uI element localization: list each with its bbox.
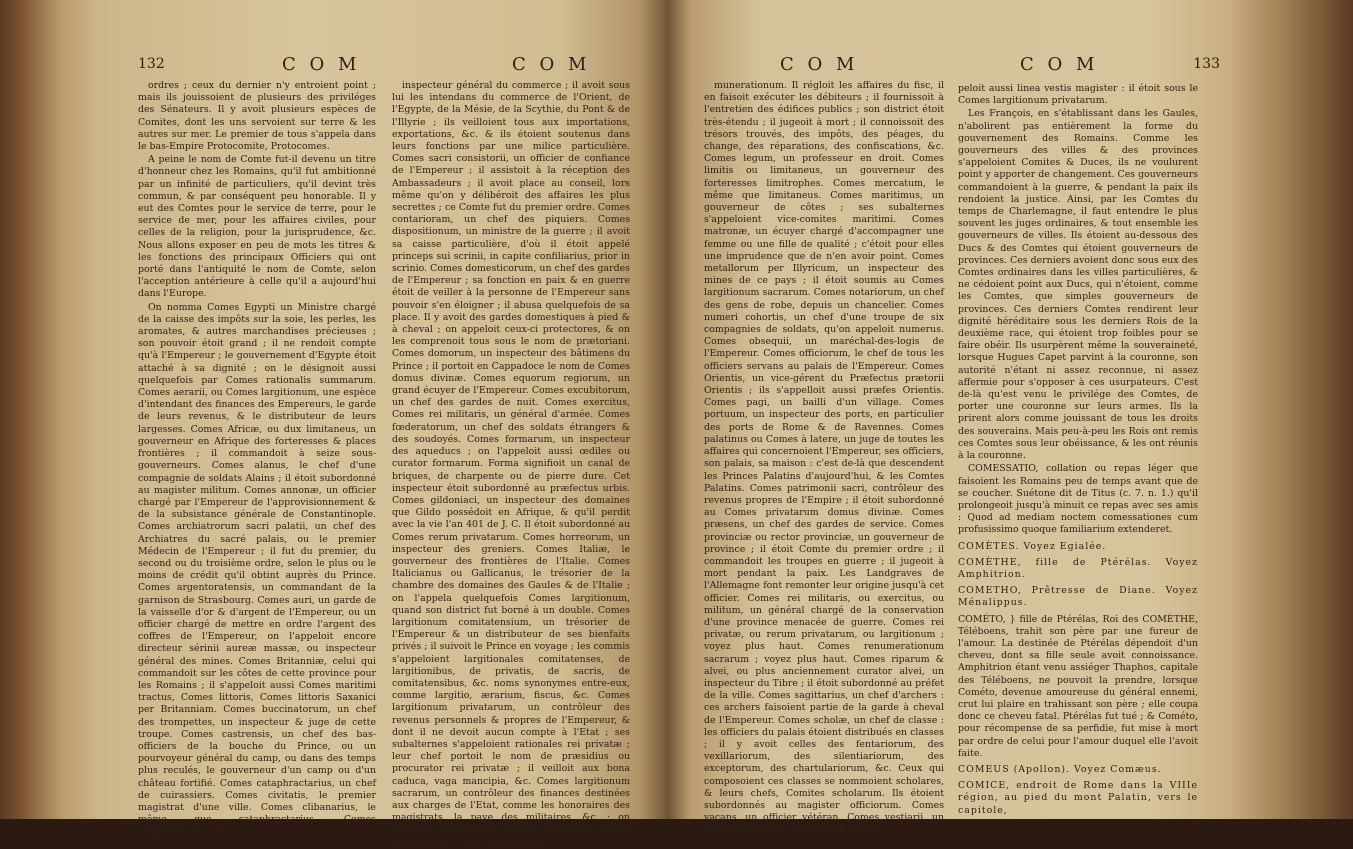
head-word-right-col1: C O M [780, 54, 859, 75]
entry-cometes: COMÈTES. Voyez Egialée. [958, 540, 1107, 552]
paragraph: On nomma Comes Egypti un Ministre chargé de la caisse des impôts sur la soie, les perles, les aromates, & autres marchandises précieuses ; son pouvoir étoit grand ; il ne rendoit compte qu'à l'Empereur ; le gouvernement d'Egypte étoit attaché à sa dignité ; on le désignoit aussi quelquefois par Comes rationalis summarum. Comes aerarii, ou Comes largitionum, une espèce d'intendant des finances des Empereurs, le garde de leurs revenus, & le distributeur de leurs largesses. Comes Africæ, ou dux limitaneus, un gouverneur en Afrique des forteresses & places frontières ; il commandoit à seize sous-gouverneurs. Comes alanus, le chef d'une compagnie de soldats Alains ; il étoit subordonné au magister militum. Comes annonæ, un officier chargé par l'Empereur de l'approvisionnement & de la subsistance générale de Constantinople. Comes archiatrorum sacri palatii, un chef des Archiatres du sacré palais, ou le premier Médecin de l'Empereur ; il fut du premier, du second ou du troisième ordre, selon le plus ou le moins de crédit qu'il obtint auprès du Prince. Comes argentoratensis, un commandant de la garnison de Strasbourg. Comes auri, un garde de la vaisselle d'or & d'argent de l'Empereur, ou un officier chargé de mettre en ordre l'argent des coffres de l'Empereur, on l'appeloit encore directeur sérinii aureæ massæ, ou inspecteur général des mines. Comes Britanniæ, celui qui commandoit sur les côtes de cette province pour les Romains ; il s'appeloit aussi Comes maritimi tractus, Comes littoris, Comes littoris Saxanici per Britanniam. Comes buccinatorum, un chef des trompettes, un inspecteur & juge de cette troupe. Comes castrensis, un chef des bas-officiers de la bouche du Prince, ou un pourvoyeur général du camp, ou dans des temps plus reculés, le gouverneur d'un camp ou d'un château fortifié. Comes cataphractarius, un chef de cuirassiers. Comes civitatis, le premier magistrat d'une ville. Comes clibanarius, le même que cataphractarius. Comes commerciorum, un [138, 301, 376, 838]
right-page [690, 0, 1250, 836]
paragraph: peloit aussi linea vestis magister : il étoit sous le Comes largitionum privatarum. [958, 83, 1198, 107]
entry-cometo: COMÉTO, } fille de Ptérélas, Roi des COMÈTHE, Téléboens, trahit son père par une fureur de l'amour. La destinée de Ptérélas dépendoit d'un cheveu, dont sa fille seule avoit connoissance. Amphitrion étant venu assiéger Thaphos, capitale des Téléboens, ne pouvoit la prendre, lorsque Cométo, devenue amoureuse du général ennemi, crut lui plaire en trahissant son père ; elle coupa donc ce cheveu fatal. Ptérélas fut tué ; & Cométo, pour récompense de sa perfidie, fut mise à mort par ordre de celui pour l'amour duquel elle l'avoit faite. [958, 613, 1198, 759]
right-column-1 [704, 80, 944, 836]
page-number-left: 132 [138, 56, 165, 72]
paragraph: munerationum. Il régloit les affaires du fisc, il en faisoit exécuter les débiteurs ; il fournissoit à l'entretien des édifices publics ; son district étoit très-étendu ; il jugeoit à mort ; il connoissoit des trésors trouvés, des impôts, des péages, du change, des réparations, des confiscations, &c. Comes legum, un professeur en droit. Comes limitis ou limitaneus, un gouverneur des forteresses limitrophes. Comes mercatum, le même que limitaneus. Comes maritimus, un gouverneur de côtes ; ses subalternes s'appeloient vice-comites maritimi. Comes matronæ, un écuyer chargé d'accompagner une femme ou une fille de qualité ; c'étoit pour elles une imprudence que de n'en avoir point. Comes metallorum per Illyricum, un inspecteur des mines de ce pays ; il étoit soumis au Comes largitionum sacrarum. Comes notariorum, un chef des gens de robe, depuis un chancelier. Comes numeri cohortis, un chef d'une troupe de six compagnies de soldats, qu'on appeloit numerus. Comes obsequii, un maréchal-des-logis de l'Empereur. Comes officiorum, le chef de tous les officiers servans au palais de l'Empereur. Comes Orientis, un vice-gérent du Præfectus prætorii Orientis ; ils s'appelloit aussi præfes Orientis. Comes pagi, un bailli d'un village. Comes portuum, un inspecteur des ports, en particulier des ports de Rome & de Ravennes. Comes palatinus ou Comes à latere, un juge de toutes les affaires qui concernoient l'Empereur, ses officiers, son palais, sa maison : c'est de-là que descendent les Princes Palatins d'aujourd'hui, & les Comtes Palatins. Comes patrimonii sacri, contrôleur des revenus propres de l'Empire ; il étoit subordonné au Comes privatarum domus divinæ. Comes præsens, un chef des gardes de service. Comes provinciæ ou rector provinciæ, un gouverneur de province ; il étoit Comte du premier ordre ; il commandoit les troupes en guerre ; il jugeoit à mort pendant la paix. Les Landgraves de l'Allemagne font remonter leur origine jusqu'à cet officier. Comes rei militaris, ou exercitus, ou militum, un général chargé de la conservation d'une province menacée de guerre. Comes rei privatæ, ou rerum privatarum, ou largitionum ; voyez plus haut. Comes renumerationum sacrarum ; voyez plus haut. Comes riparum & alvei, ou plus anciennement curator alvei, un inspecteur du Tibre ; il étoit subordonné au préfet de la ville. Comes sagittarius, un chef d'archers : ces archers faisoient partie de la garde à cheval de l'Empereur. Comes scholæ, un chef de classe : les officiers du palais étoient distribués en classes ; il y avoit celles des fentariorum, des vexillariorum, des silentiariorum, des exceptorum, des chartulariorum, &c. Ceux qui composoient ces classes se nommoient scholares, & leurs chefs, Comites scholarum. Ils étoient subordonnés au magister officiorum. Comes vacans, un officier vétéran. Comes vestiarii, un garde du linge de l'Empereur ; il s'ap- [704, 80, 944, 836]
running-head-left [92, 56, 652, 78]
entry-comessatio: COMESSATIO, collation ou repas léger que faisoient les Romains peu de temps avant que de se coucher. Suétone dit de Titus (c. 7. n. 1.) qu'il prolongeoit jusqu'à minuit ce repas avec ses amis : Quod ad mediam noctem comessationes cum profusissimo quoque familiarium extenderet. [958, 463, 1198, 536]
page-number-right: 133 [1193, 56, 1220, 72]
entry-comice: COMICE, endroit de Rome dans la VIIIe région, au pied du mont Palatin, vers le capitole, [958, 780, 1198, 816]
entry-cometho: COMETHO, Prêtresse de Diane. Voyez Ménalippus. [958, 585, 1198, 609]
running-head-right [690, 56, 1250, 78]
head-word-left-col2: C O M [512, 54, 591, 75]
paragraph: A peine le nom de Comte fut-il devenu un titre d'honneur chez les Romains, qu'il fut ambitionné par un infinité de particuliers, qu'il devint très commun, & par conséquent peu honorable. Il y eut des Comtes pour le service de terre, pour le service de mer, pour les affaires civiles, pour celles de la religion, pour la jurisprudence, &c. Nous allons exposer en peu de mots les titres & les fonctions des principaux Officiers qui ont porté dans l'antiquité le nom de Comte, selon l'acception antérieure à celle qu'il a aujourd'hui dans l'Europe. [138, 154, 376, 300]
head-word-left-col1: C O M [282, 54, 361, 75]
entry-comeus: COMEUS (Apollon). Voyez Comæus. [958, 763, 1162, 775]
paragraph: ordres ; ceux du dernier n'y entroient point ; mais ils jouissoient de plusieurs des priviléges des Sénateurs. Il y avoit plusieurs espèces de Comites, dont les uns servoient sur terre & les autres sur mer. Le premier de tous s'appela dans le bas-Empire Protocomite, Protocomes. [138, 80, 376, 153]
paragraph: Les François, en s'établissant dans les Gaules, n'abolirent pas entièrement la forme du gouvernement des Romains. Comme les gouverneurs des villes & des provinces s'appeloient Comites & Duces, ils ne voulurent point y apporter de changement. Ces gouverneurs commandoient à la guerre, & pendant la paix ils rendoient la justice. Ainsi, par les Comtes du temps de Charlemagne, il faut entendre le plus souvent les juges ordinaires, & tout ensemble les gouverneurs de villes. Ils étoient au-dessous des Ducs & des Comtes qui étoient gouverneurs de provinces. Ces derniers avoient donc sous eux des Comtes ordinaires dans les villes particulières, & ne cédoient point aux Ducs, qui n'étoient, comme les Comtes, que simples gouverneurs de provinces. Ces derniers Comtes rendirent leur dignité héréditaire sous les derniers Rois de la deuxième race, qui étoient trop foibles pour se faire obéir. Ils usurpèrent même la souveraineté, lorsque Hugues Capet parvint à la couronne, son autorité n'étant ni assez reconnue, ni assez affermie pour s'opposer à ces usurpateurs. C'est de-là qu'est venu le privilége des Comtes, de porter une couronne sur leurs armes. Ils la prirent alors comme jouissant de tous les droits des souverains. Mais peu-à-peu les Rois ont remis ces Comtes sous leur obéissance, & les ont réunis à la couronne. [958, 108, 1198, 462]
paragraph: inspecteur général du commerce ; il avoit sous lui les intendans du commerce de l'Orient, de l'Egypte, de la Mésie, de la Scythie, du Pont & de l'Illyrie ; ils veilloient tous aux importations, exportations, &c. & ils étoient soutenus dans leurs fonctions par une milice particulière. Comes sacri consistorii, un officier de confiance de l'Empereur ; il assistoit à la réception des Ambassadeurs ; il avoit place au conseil, lors même qu'on y délibéroit des affaires les plus secrettes ; ce Comte fut du premier ordre. Comes contarioram, un chef des piquiers. Comes dispositionum, un ministre de la guerre ; il avoit sa caisse particulière, d'où il étoit appelé princeps sui scrinii, in capite confiliarius, prior in scrinio. Comes domesticorum, un chef des gardes de l'Empereur ; sa fonction en paix & en guerre étoit de veiller à la personne de l'Empereur sans pouvoir s'en éloigner ; il abusa quelquefois de sa place. Il y avoit des gardes domestiques à pied & à cheval ; on appeloit ceux-ci protectores, & on les comprenoit tous sous le nom de prætoriani. Comes domorum, un inspecteur des bâtimens du Prince ; il portoit en Cappadoce le nom de Comes domus divinæ. Comes equorum regiorum, un grand écuyer de l'Empereur. Comes excubitorum, un chef des gardes de nuit. Comes exercitus, Comes rei militaris, un général d'armée. Comes fœderatorum, un chef des soldats étrangers & des soudoyés. Comes formarum, un inspecteur des aqueducs ; on l'appeloit aussi œdiles ou curator formarum. Forma signifioit un canal de briques, de charpente ou de pierre dure. Cet inspecteur étoit subordonné au præfectus urbis. Comes gildoniaci, un inspecteur des domaines que Gildo possédoit en Afrique, & qu'il perdit avec la vie l'an 401 de J. C. Il étoit subordonné au Comes rerum privatarum. Comes horreorum, un inspecteur des greniers. Comes Italiæ, le gouverneur des frontières de l'Italie. Comes Italicianus ou Gallicanus, le trésorier de la chambre des domaines des Gaules & de l'Italie ; on l'appela quelquefois Comes largitionum, quand son district fut borné à un double. Comes largitionum comitatensium, un trésorier de l'Empereur & un distributeur de ses bienfaits privés ; il suivoit le Prince en voyage ; les commis s'appeloient largitionales comitatenses, de largitionibus, de privatis, de sacris, de comitatensibus, &c. noms synonymes entre-eux, comme largitio, ærarium, fiscus, &c. Comes largitionum privatarum, un contrôleur des revenus personnels & propres de l'Empereur, & dont il ne devoit aucun compte à l'Etat ; ses subalternes s'appeloient rationales rei privatæ ; leur chef portoit le nom de præsidius ou procurator rei privatæ ; il veilloit aux bona caduca, vaga mancipia, &c. Comes largitionum sacrarum, un contrôleur des finances destinées aux charges de l'Etat, comme les honoraires des magistrats, la paye des militaires, &c. ; on l'appeloit quelquefois Comes sacrarum, Comes largitionum, Comes sacrarum re- [392, 80, 630, 848]
left-page [92, 0, 652, 848]
left-column-2 [392, 80, 630, 848]
head-word-right-col2: C O M [1020, 54, 1099, 75]
right-column-2 [958, 80, 1198, 816]
entry-comethe: COMÈTHE, fille de Ptérélas. Voyez Amphitrion. [958, 556, 1198, 580]
left-column-1 [138, 80, 376, 838]
